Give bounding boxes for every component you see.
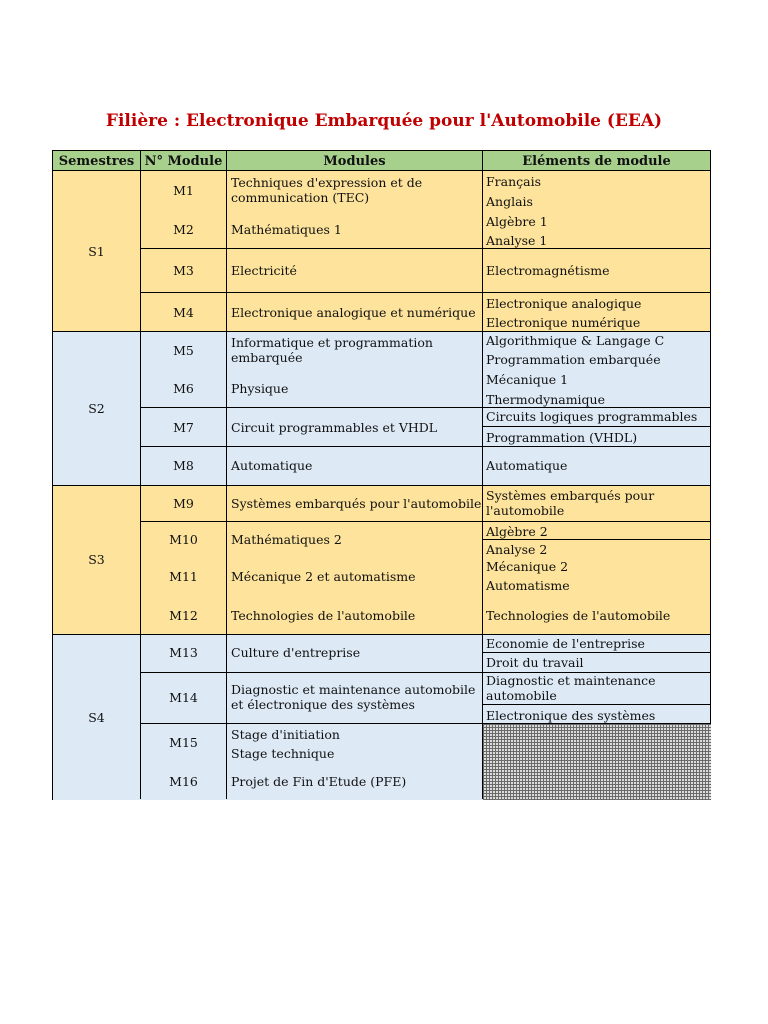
row-divider: [53, 485, 710, 486]
module-code: M8: [173, 458, 194, 473]
header-elements: Eléments de module: [522, 154, 671, 169]
module-name: Culture d'entreprise: [231, 645, 361, 660]
row-divider: [140, 248, 710, 249]
semester-label: S2: [88, 401, 105, 416]
module-name: Informatique et programmation embarquée: [231, 335, 433, 365]
module-name: Mathématiques 2: [231, 532, 342, 547]
element-item: Algèbre 2: [486, 524, 548, 539]
module-name: Projet de Fin d'Etude (PFE): [231, 774, 407, 789]
element-item: Electronique numérique: [486, 315, 641, 330]
element-item: Circuits logiques programmables: [486, 409, 698, 424]
module-name: Stage technique: [231, 746, 335, 761]
module-code: M6: [173, 381, 194, 396]
module-code: M1: [173, 183, 194, 198]
module-code: M16: [169, 774, 198, 789]
module-code: M10: [169, 532, 198, 547]
module-name: Stage d'initiation: [231, 727, 340, 742]
module-code: M14: [169, 690, 198, 705]
module-code: M3: [173, 263, 194, 278]
module-code: M4: [173, 305, 194, 320]
row-divider: [53, 634, 710, 635]
element-item: Electromagnétisme: [486, 263, 610, 278]
element-item: Programmation (VHDL): [486, 430, 638, 445]
element-item: Analyse 2: [486, 542, 548, 557]
element-item: Technologies de l'automobile: [486, 608, 671, 623]
module-name: Physique: [231, 381, 289, 396]
module-code: M13: [169, 645, 198, 660]
element-item: Mécanique 2: [486, 559, 569, 574]
element-item: Systèmes embarqués pour l'automobile: [486, 488, 655, 518]
module-name: Circuit programmables et VHDL: [231, 420, 438, 435]
module-name: Electronique analogique et numérique: [231, 305, 476, 320]
header-modules: Modules: [323, 154, 386, 169]
module-code: M2: [173, 222, 194, 237]
row-divider: [140, 407, 710, 408]
module-name: Automatique: [231, 458, 313, 473]
module-code: M5: [173, 343, 194, 358]
module-name: Technologies de l'automobile: [231, 608, 416, 623]
row-divider: [140, 446, 710, 447]
semester-label: S1: [88, 244, 105, 259]
row-divider: [482, 426, 710, 427]
hatched-empty-cell: [483, 724, 711, 800]
row-divider: [53, 331, 710, 332]
module-code: M11: [169, 569, 198, 584]
header-num-module: N° Module: [144, 154, 223, 169]
row-divider: [482, 704, 710, 705]
element-item: Droit du travail: [486, 655, 584, 670]
module-name: Techniques d'expression et de communication (TEC): [231, 175, 423, 205]
module-code: M7: [173, 420, 194, 435]
element-item: Electronique des systèmes: [486, 708, 656, 723]
element-item: Economie de l'entreprise: [486, 636, 645, 651]
row-divider: [482, 539, 710, 540]
element-item: Programmation embarquée: [486, 352, 661, 367]
row-divider: [482, 652, 710, 653]
semester-label: S4: [88, 710, 105, 725]
element-item: Algorithmique & Langage C: [486, 333, 665, 348]
module-name: Mathématiques 1: [231, 222, 342, 237]
element-item: Algèbre 1: [486, 214, 548, 229]
module-code: M15: [169, 735, 198, 750]
module-name: Electricité: [231, 263, 297, 278]
element-item: Anglais: [486, 194, 533, 209]
module-name: Mécanique 2 et automatisme: [231, 569, 416, 584]
element-item: Electronique analogique: [486, 296, 642, 311]
row-divider: [53, 170, 710, 171]
module-code: M12: [169, 608, 198, 623]
row-divider: [140, 723, 710, 724]
element-item: Automatique: [486, 458, 568, 473]
module-name: Systèmes embarqués pour l'automobile: [231, 496, 482, 511]
semester-label: S3: [88, 552, 105, 567]
element-item: Diagnostic et maintenance automobile: [486, 673, 656, 703]
page-title: Filière : Electronique Embarquée pour l'Automobile (EEA): [105, 111, 663, 131]
element-item: Thermodynamique: [486, 392, 606, 407]
row-divider: [140, 292, 710, 293]
element-item: Analyse 1: [486, 233, 548, 248]
row-divider: [140, 521, 710, 522]
module-code: M9: [173, 496, 194, 511]
element-item: Mécanique 1: [486, 372, 569, 387]
header-semestres: Semestres: [58, 154, 135, 169]
element-item: Français: [486, 174, 542, 189]
module-name: Diagnostic et maintenance automobile et électronique des systèmes: [231, 682, 476, 712]
element-item: Automatisme: [486, 578, 570, 593]
modules-table: [52, 150, 711, 800]
